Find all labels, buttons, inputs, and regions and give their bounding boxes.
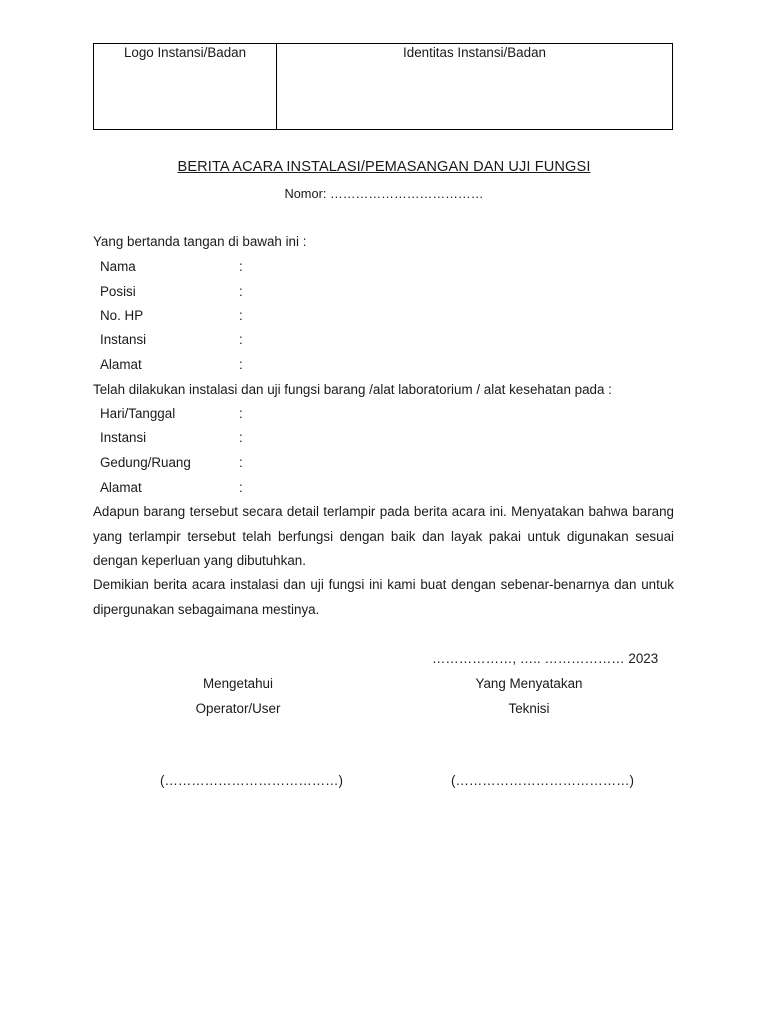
field-colon: : bbox=[239, 332, 243, 347]
logo-cell bbox=[94, 44, 277, 129]
field-colon: : bbox=[239, 406, 243, 421]
field-colon: : bbox=[239, 455, 243, 470]
logo-label: Logo Instansi/Badan bbox=[123, 45, 247, 60]
header-table bbox=[93, 43, 673, 130]
field-alamat bbox=[100, 357, 243, 372]
identity-label: Identitas Instansi/Badan bbox=[403, 45, 546, 60]
identity-cell bbox=[277, 44, 672, 129]
field-colon: : bbox=[239, 259, 243, 274]
field-colon: : bbox=[239, 430, 243, 445]
field-label: Instansi bbox=[100, 430, 147, 445]
field-instansi bbox=[100, 332, 243, 347]
left-signature-role: Operator/User bbox=[195, 701, 281, 716]
field-colon: : bbox=[239, 480, 243, 495]
paragraph-closing: Demikian berita acara instalasi dan uji fungsi ini kami buat dengan sebenar-benarnya dan untuk dipergunakan sebagaimana mestinya. bbox=[93, 577, 674, 617]
document-title: BERITA ACARA INSTALASI/PEMASANGAN DAN UJI FUNGSI bbox=[177, 159, 591, 175]
field-label: Hari/Tanggal bbox=[100, 406, 176, 421]
document-number: Nomor: ……………………………… bbox=[284, 186, 484, 201]
intro-text: Yang bertanda tangan di bawah ini : bbox=[93, 234, 307, 249]
field-colon: : bbox=[239, 357, 243, 372]
field-colon: : bbox=[239, 308, 243, 323]
field-nama bbox=[100, 259, 243, 274]
field-label: Gedung/Ruang bbox=[100, 455, 191, 470]
field-gedung-ruang bbox=[100, 455, 243, 470]
field-alamat-install bbox=[100, 480, 243, 495]
field-label: Alamat bbox=[100, 357, 142, 372]
field-posisi bbox=[100, 284, 243, 299]
field-no-hp bbox=[100, 308, 243, 323]
left-signature-title: Mengetahui bbox=[203, 676, 273, 691]
field-hari-tanggal bbox=[100, 406, 243, 421]
paragraph-detail: Adapun barang tersebut secara detail terlampir pada berita acara ini. Menyatakan bahwa barang yang terlampir tersebut telah berfungsi dengan baik dan layak pakai untuk digunakan sesuai dengan keperluan yang dibutuhkan. bbox=[93, 504, 674, 568]
field-instansi-install bbox=[100, 430, 243, 445]
field-label: Instansi bbox=[100, 332, 147, 347]
right-signature-title: Yang Menyatakan bbox=[475, 676, 583, 691]
field-colon: : bbox=[239, 284, 243, 299]
right-signature-placeholder: (…………………………………) bbox=[451, 773, 634, 788]
field-label: No. HP bbox=[100, 308, 144, 323]
field-label: Nama bbox=[100, 259, 136, 274]
left-signature-placeholder: (…………………………………) bbox=[160, 773, 343, 788]
field-label: Alamat bbox=[100, 480, 142, 495]
field-label: Posisi bbox=[100, 284, 136, 299]
date-line: ………………, ….. ……………… 2023 bbox=[432, 651, 659, 666]
right-signature-role: Teknisi bbox=[508, 701, 550, 716]
install-intro-text: Telah dilakukan instalasi dan uji fungsi barang /alat laboratorium / alat kesehatan pada : bbox=[93, 382, 612, 397]
